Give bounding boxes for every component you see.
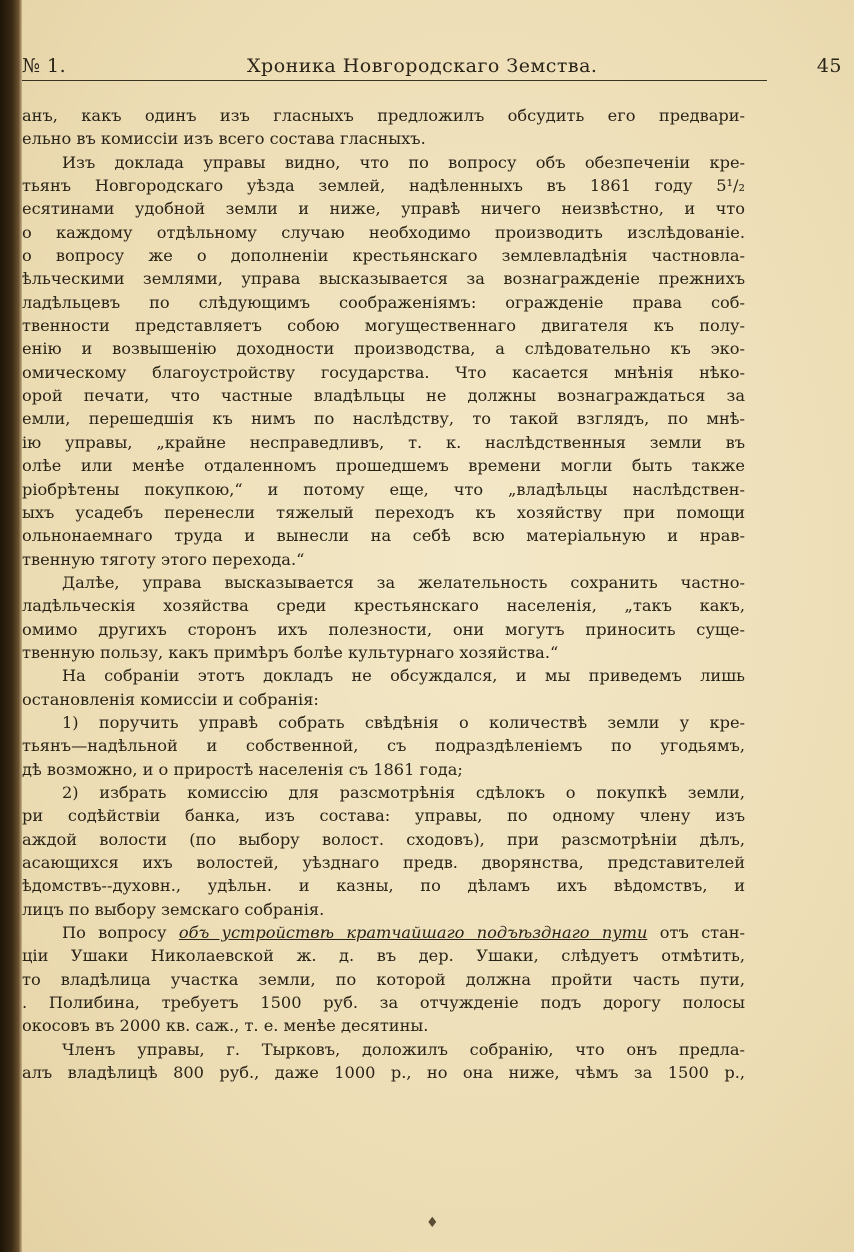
text-line: ѣльческими землями, управа высказывается за вознагражденіе прежнихъ bbox=[22, 269, 745, 289]
issue-number: № 1. bbox=[22, 55, 67, 77]
text-line: ціи Ушаки Николаевской ж. д. въ дер. Ушаки, слѣдуетъ отмѣтить, bbox=[22, 946, 745, 966]
text-line: ри содѣйствіи банка, изъ состава: управы, по одному члену изъ bbox=[22, 806, 745, 826]
text-line-railway bbox=[22, 921, 745, 944]
text-line: ельно въ комиссіи изъ всего состава гласныхъ. bbox=[22, 129, 426, 149]
text-line: ію управы, „крайне несправедливъ, т. к. наслѣдственныя земли въ bbox=[22, 432, 745, 452]
text-line: ладѣльческія хозяйства среди крестьянскаго населенія, „такъ какъ, bbox=[22, 596, 745, 616]
text-line: ладѣльцевъ по слѣдующимъ соображеніямъ: огражденіе права соб- bbox=[22, 292, 745, 312]
text-line: аждой волости (по выбору волост. сходовъ), при разсмотрѣніи дѣлъ, bbox=[22, 829, 745, 849]
text-line: о каждому отдѣльному случаю необходимо производить изслѣдованіе. bbox=[22, 222, 745, 242]
text-line: Членъ управы, г. Тырковъ, доложилъ собранію, что онъ предла- bbox=[62, 1039, 745, 1059]
text-line: тьянъ—надѣльной и собственной, съ подраздѣленіемъ по угодьямъ, bbox=[22, 736, 745, 756]
text-line: окосовъ въ 2000 кв. саж., т. е. менѣе десятины. bbox=[22, 1016, 429, 1036]
text-line: тьянъ Новгородскаго уѣзда землей, надѣленныхъ въ 1861 году 5¹/₂ bbox=[22, 176, 745, 196]
text-line: 2) избрать комиссію для разсмотрѣнія сдѣлокъ о покупкѣ земли, bbox=[62, 782, 745, 802]
book-spine bbox=[0, 0, 22, 1252]
text-line: твенную пользу, какъ примѣръ болѣе культурнаго хозяйства.“ bbox=[22, 642, 559, 662]
text-line: Далѣе, управа высказывается за желательность сохранить частно- bbox=[62, 572, 745, 592]
text-line: орой печати, что частные владѣльцы не должны вознаграждаться за bbox=[22, 386, 745, 406]
text-line: ріобрѣтены покупкою,“ и потому еще, что „владѣльцы наслѣдствен- bbox=[22, 479, 745, 499]
text-line: алъ владѣлицѣ 800 руб., даже 1000 р., но она ниже, чѣмъ за 1500 р., bbox=[22, 1063, 745, 1083]
text-line: твенности представляетъ собою могущественнаго двигателя къ полу- bbox=[22, 316, 745, 336]
text-line: ѣдомствъ--духовн., удѣльн. и казны, по дѣламъ ихъ вѣдомствъ, и bbox=[22, 876, 745, 896]
page-number: 45 bbox=[816, 55, 842, 77]
text-line: лицъ по выбору земскаго собранія. bbox=[22, 899, 325, 919]
text-line: ольнонаемнаго труда и вынесли на себѣ всю матеріальную и нрав- bbox=[22, 526, 745, 546]
text-line: омическому благоустройству государства. Что касается мнѣнія нѣко- bbox=[22, 362, 745, 382]
text-line: анъ, какъ одинъ изъ гласныхъ предложилъ обсудить его предвари- bbox=[22, 106, 745, 125]
railway-after: отъ стан- bbox=[647, 923, 745, 943]
text-line: Изъ доклада управы видно, что по вопросу объ обезпеченіи кре- bbox=[62, 152, 745, 172]
text-line: асающихся ихъ волостей, уѣзднаго предв. дворянства, представителей bbox=[22, 853, 745, 872]
text-line: то владѣлица участка земли, по которой должна пройти часть пути, bbox=[22, 969, 745, 989]
railway-before: По вопросу bbox=[62, 923, 179, 943]
footer-ornament: ♦ bbox=[426, 1215, 439, 1231]
text-line: ыхъ усадебъ перенесли тяжелый переходъ къ хозяйству при помощи bbox=[22, 502, 745, 522]
railway-italic: объ устройствѣ кратчайшаго подъѣзднаго пути bbox=[178, 923, 648, 943]
text-line: дѣ возможно, и о приростѣ населенія съ 1861 года; bbox=[22, 759, 463, 779]
text-line: На собраніи этотъ докладъ не обсуждался, и мы приведемъ лишь bbox=[62, 666, 745, 686]
text-line: . Полибина, требуетъ 1500 руб. за отчужденіе подъ дорогу полосы bbox=[22, 993, 745, 1013]
body-text bbox=[22, 104, 745, 1084]
text-line: твенную тяготу этого перехода.“ bbox=[22, 549, 305, 569]
text-line: о вопросу же о дополненіи крестьянскаго землевладѣнія частновла- bbox=[22, 246, 745, 266]
text-line: 1) поручить управѣ собрать свѣдѣнія о количествѣ земли у кре- bbox=[62, 712, 745, 732]
page-header bbox=[22, 55, 842, 83]
text-line: омимо другихъ сторонъ ихъ полезности, они могутъ приносить суще- bbox=[22, 619, 745, 639]
text-line: олѣе или менѣе отдаленномъ прошедшемъ времени могли быть также bbox=[22, 456, 745, 476]
text-line: енію и возвышенію доходности производства, а слѣдовательно къ эко- bbox=[22, 339, 745, 359]
header-rule bbox=[22, 80, 767, 81]
journal-title: Хроника Новгородскаго Земства. bbox=[247, 55, 598, 77]
text-line: емли, перешедшія къ нимъ по наслѣдству, то такой взглядъ, по мнѣ- bbox=[22, 409, 745, 429]
text-line: есятинами удобной земли и ниже, управѣ ничего неизвѣстно, и что bbox=[22, 199, 745, 219]
text-line: остановленія комиссіи и собранія: bbox=[22, 689, 319, 709]
